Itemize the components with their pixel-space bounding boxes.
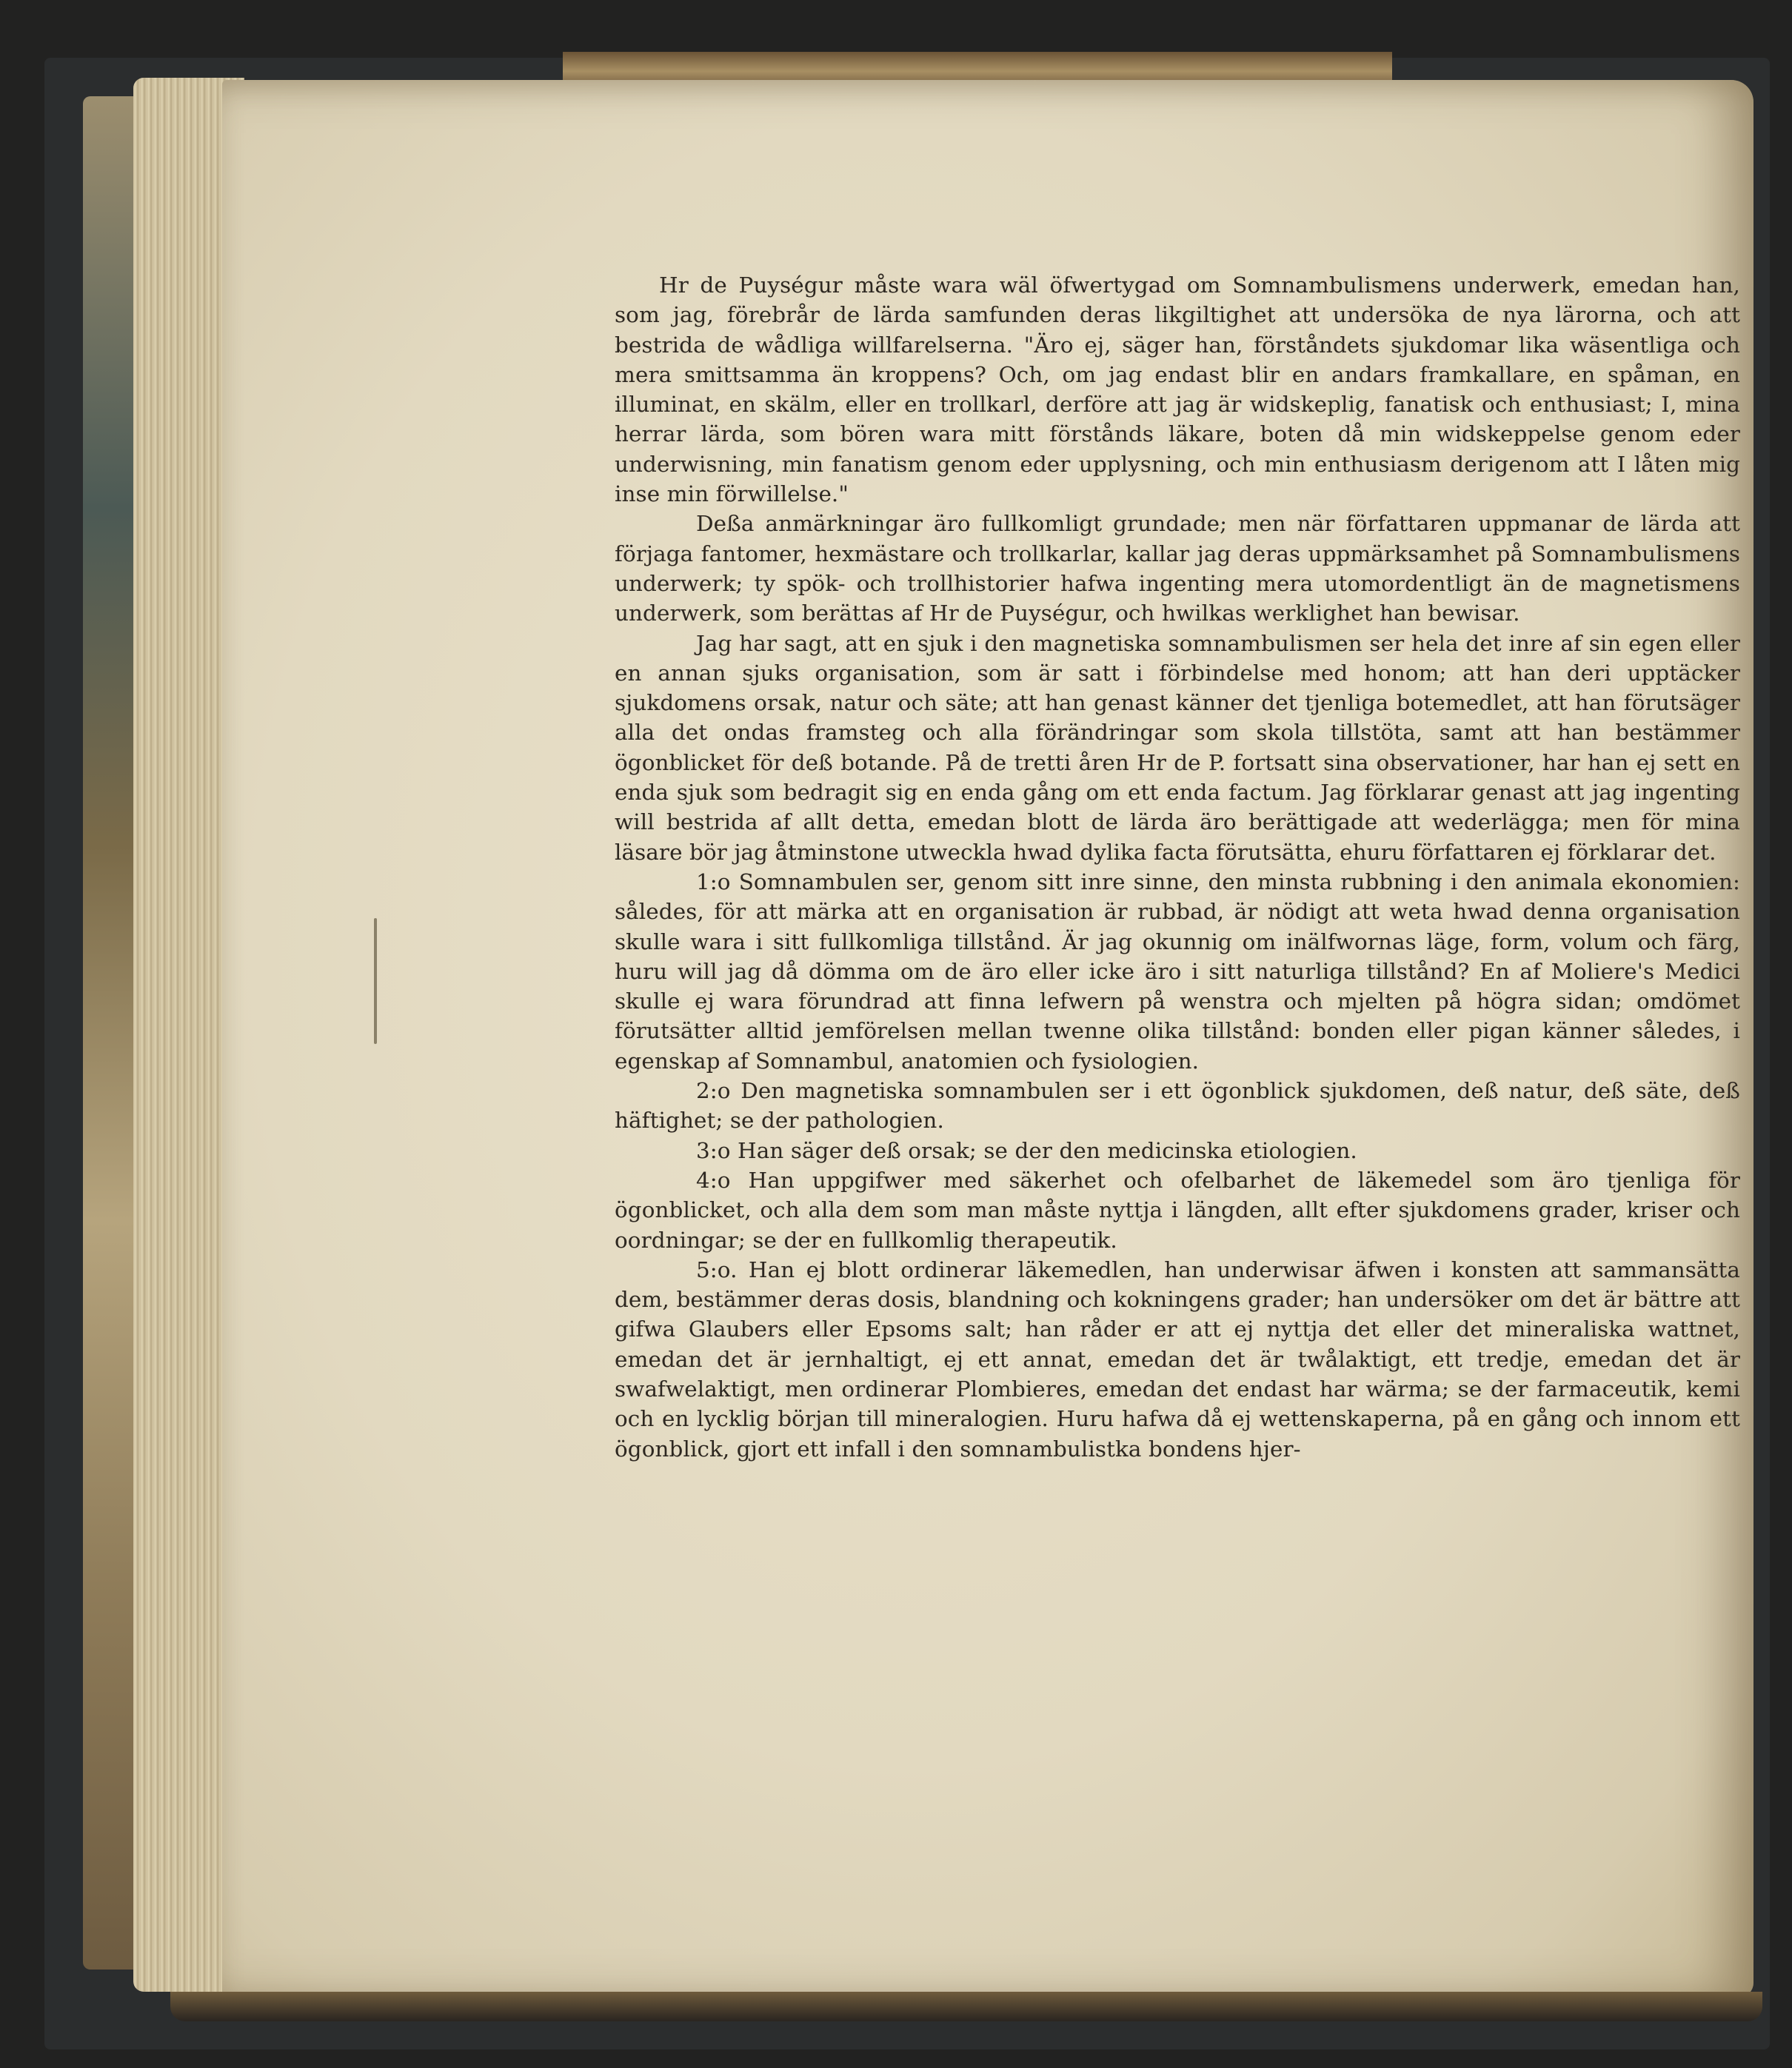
paragraph-6: 3:o Han säger deß orsak; se der den medicinska etiologien. xyxy=(696,1137,1357,1163)
paragraph-3: Jag har sagt, att en sjuk i den magnetiska somnambulismen ser hela det inre af sin egen eller en annan sjuks organisation, som är satt i förbindelse med honom; att han deri upptäcker sjukdomens orsak, natur och säte; att han genast känner det tjenliga botemedlet, att han förutsäger alla det ondas framsteg och alla förändringar som skola tillstöta, samt att han bestämmer ögonblicket för deß botande. På de tretti åren Hr de P. fortsatt sina observationer, har han ej sett en enda sjuk som bedragit sig en enda gång om ett enda factum. Jag förklarar genast att jag ingenting will bestrida af allt detta, emedan blott de lärda äro berättigade att wederlägga; men för mina läsare bör jag åtminstone utweckla hwad dylika facta förutsätta, ehuru författaren ej förklarar det. xyxy=(615,630,1740,865)
page-text-block xyxy=(615,270,1740,1464)
paragraph-4: 1:o Somnambulen ser, genom sitt inre sinne, den minsta rubbning i den animala ekonomien: således, för att märka att en organisation är rubbad, är nödigt att weta hwad denna organisation skulle wara i sitt fullkomliga tillstånd. Är jag okunnig om inälfwornas läge, form, volum och färg, huru will jag då dömma om de äro eller icke äro i sitt naturliga tillstånd? En af Moliere's Medici skulle ej wara förundrad att finna lefwern på wenstra och mjelten på högra sidan; omdömet förutsätter alltid jemförelsen mellan twenne olika tillstånd: bonden eller pigan känner således, i egenskap af Somnambul, anatomien och fysiologien. xyxy=(615,869,1740,1074)
paragraph-5: 2:o Den magnetiska somnambulen ser i ett ögonblick sjukdomen, deß natur, deß säte, deß häftighet; se der pathologien. xyxy=(615,1078,1740,1134)
paragraph-8: 5:o. Han ej blott ordinerar läkemedlen, han underwisar äfwen i konsten att sammansätta dem, bestämmer deras dosis, blandning och kokningens grader; han undersöker om det är bättre att gifwa Glaubers eller Epsoms salt; han råder er att ej nyttja det eller det mineraliska wattnet, emedan det är jernhaltigt, ej ett annat, emedan det är twålaktigt, ett tredje, emedan det är swafwelaktigt, men ordinerar Plombieres, emedan det endast har wärma; se der farmaceutik, kemi och en lycklig början till mineralogien. Huru hafwa då ej wettenskaperna, på en gång och innom ett ögonblick, gjort ett infall i den somnambulistka bondens hjer- xyxy=(615,1256,1740,1462)
margin-pencil-mark xyxy=(374,918,377,1044)
bottom-page-shadow xyxy=(170,1992,1762,2021)
paragraph-2: Deßa anmärkningar äro fullkomligt grundade; men när författaren uppmanar de lärda att förjaga fantomer, hexmästare och trollkarlar, kallar jag deras uppmärksamhet på Somnambulismens underwerk; ty spök- och trollhistorier hafwa ingenting mera utomordentligt än de magnetismens underwerk, som berättas af Hr de Puységur, och hwilkas werklighet han bewisar. xyxy=(615,511,1740,626)
paragraph-7: 4:o Han uppgifwer med säkerhet och ofelbarhet de läkemedel som äro tjenliga för ögonblicket, och alla dem som man måste nyttja i längden, allt efter sjukdomens grader, kriser och oordningar; se der en fullkomlig therapeutik. xyxy=(615,1167,1740,1253)
paragraph-1: Hr de Puységur måste wara wäl öfwertygad om Somnambulismens underwerk, emedan han, som jag, förebrår de lärda samfunden deras likgiltighet att undersöka de nya lärorna, och att bestrida de wådliga willfarelserna. "Äro ej, säger han, förståndets sjukdomar lika wäsentliga och mera smittsamma än kroppens? Och, om jag endast blir en andars framkallare, en spåman, en illuminat, en skälm, eller en trollkarl, derföre att jag är widskeplig, fanatisk och enthusiast; I, mina herrar lärda, som bören wara mitt förstånds läkare, boten då min widskeppelse genom eder underwisning, min fanatism genom eder upplysning, och min enthusiasm derigenom att I låten mig inse min förwillelse." xyxy=(615,272,1740,507)
